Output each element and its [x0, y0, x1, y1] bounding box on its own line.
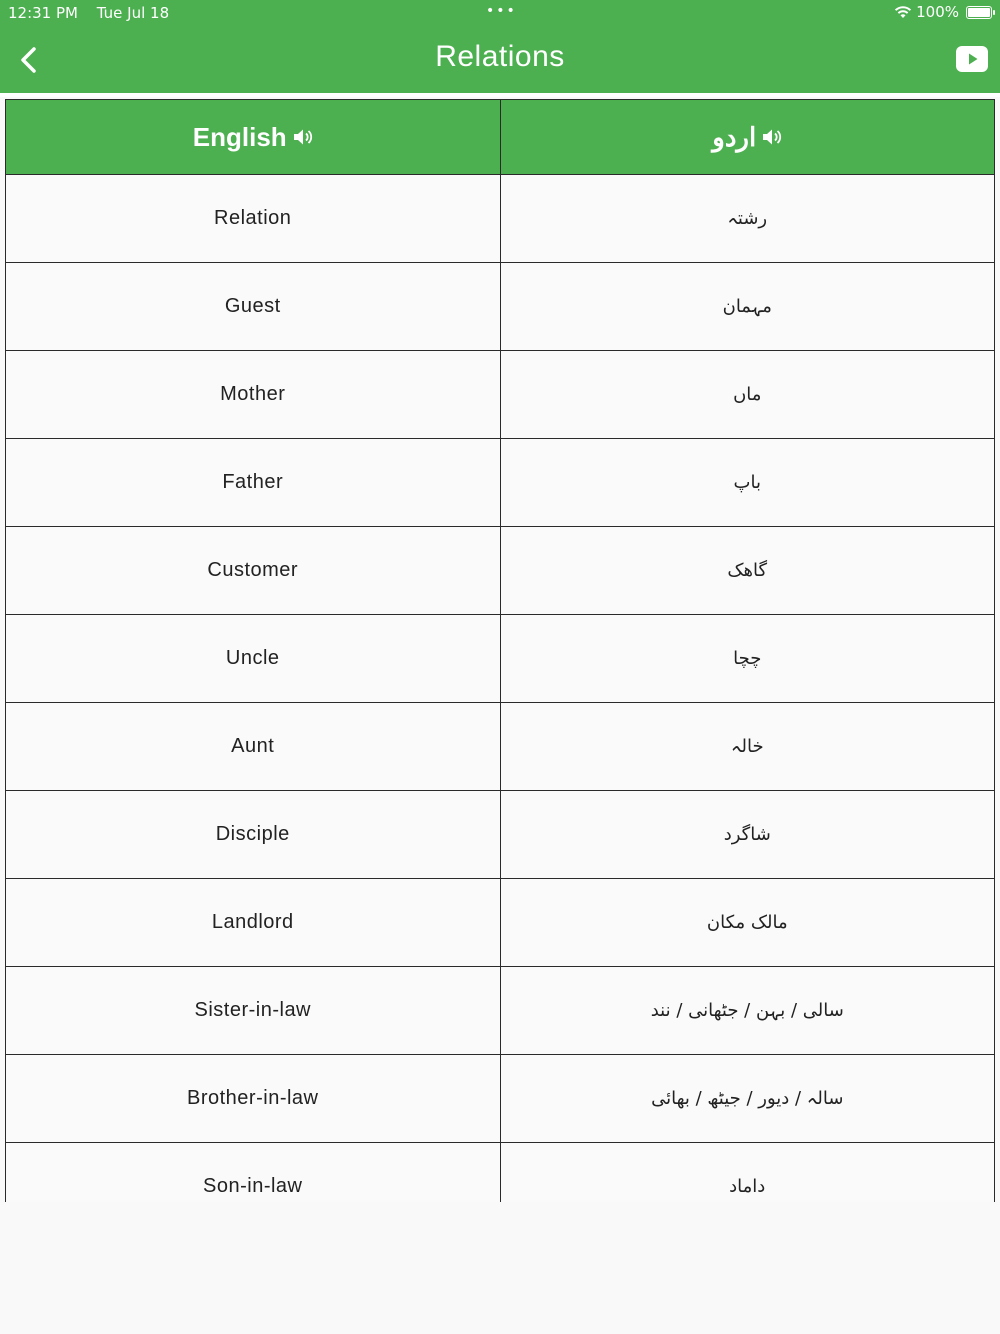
table-row[interactable]	[6, 703, 995, 791]
english-word-cell[interactable]: Landlord	[6, 879, 501, 967]
urdu-word-cell[interactable]: مالک مکان	[500, 879, 995, 967]
english-word-cell[interactable]: Uncle	[6, 615, 501, 703]
column-header-label: English	[192, 121, 287, 152]
urdu-word-cell[interactable]: داماد	[500, 1143, 995, 1203]
table-row[interactable]	[6, 527, 995, 615]
english-word-cell[interactable]: Mother	[6, 351, 501, 439]
multitask-dots[interactable]: •••	[486, 3, 517, 19]
table-row[interactable]	[6, 439, 995, 527]
column-header-urdu[interactable]	[500, 100, 995, 175]
english-word-cell[interactable]: Relation	[6, 175, 501, 263]
english-word-cell[interactable]: Guest	[6, 263, 501, 351]
urdu-word-cell[interactable]: سالی / بہن / جٹھانی / نند	[500, 967, 995, 1055]
table-row[interactable]	[6, 879, 995, 967]
english-word-cell[interactable]: Disciple	[6, 791, 501, 879]
table-row[interactable]	[6, 615, 995, 703]
table-header-row	[6, 100, 995, 175]
urdu-word-cell[interactable]: سالہ / دیور / جیٹھ / بھائی	[500, 1055, 995, 1143]
table-row[interactable]	[6, 791, 995, 879]
urdu-word-cell[interactable]: باپ	[500, 439, 995, 527]
video-button[interactable]	[956, 46, 988, 72]
status-time: 12:31 PM	[8, 4, 78, 22]
urdu-word-cell[interactable]: رشتہ	[500, 175, 995, 263]
english-word-cell[interactable]: Son-in-law	[6, 1143, 501, 1203]
table-row[interactable]	[6, 1055, 995, 1143]
urdu-word-cell[interactable]: ماں	[500, 351, 995, 439]
status-date: Tue Jul 18	[96, 4, 170, 22]
table-row[interactable]	[6, 175, 995, 263]
relations-table	[5, 99, 995, 1202]
english-word-cell[interactable]: Sister-in-law	[6, 967, 501, 1055]
table-row[interactable]	[6, 967, 995, 1055]
urdu-word-cell[interactable]: چچا	[500, 615, 995, 703]
column-header-label: اردو	[712, 121, 757, 152]
english-word-cell[interactable]: Aunt	[6, 703, 501, 791]
wifi-icon	[894, 5, 912, 19]
status-bar	[0, 0, 1000, 26]
table-row[interactable]	[6, 351, 995, 439]
youtube-play-icon	[956, 46, 988, 72]
urdu-word-cell[interactable]: شاگرد	[500, 791, 995, 879]
speaker-icon[interactable]	[762, 128, 782, 146]
speaker-icon[interactable]	[293, 128, 313, 146]
column-header-english[interactable]	[6, 100, 501, 175]
battery-icon	[966, 6, 992, 19]
table-row[interactable]	[6, 263, 995, 351]
page-title: Relations	[435, 40, 565, 73]
table-row[interactable]	[6, 1143, 995, 1203]
top-bar	[0, 0, 1000, 93]
urdu-word-cell[interactable]: مہمان	[500, 263, 995, 351]
header-divider	[0, 93, 1000, 97]
english-word-cell[interactable]: Father	[6, 439, 501, 527]
urdu-word-cell[interactable]: گاھک	[500, 527, 995, 615]
english-word-cell[interactable]: Customer	[6, 527, 501, 615]
urdu-word-cell[interactable]: خالہ	[500, 703, 995, 791]
battery-percent: 100%	[916, 3, 959, 21]
english-word-cell[interactable]: Brother-in-law	[6, 1055, 501, 1143]
